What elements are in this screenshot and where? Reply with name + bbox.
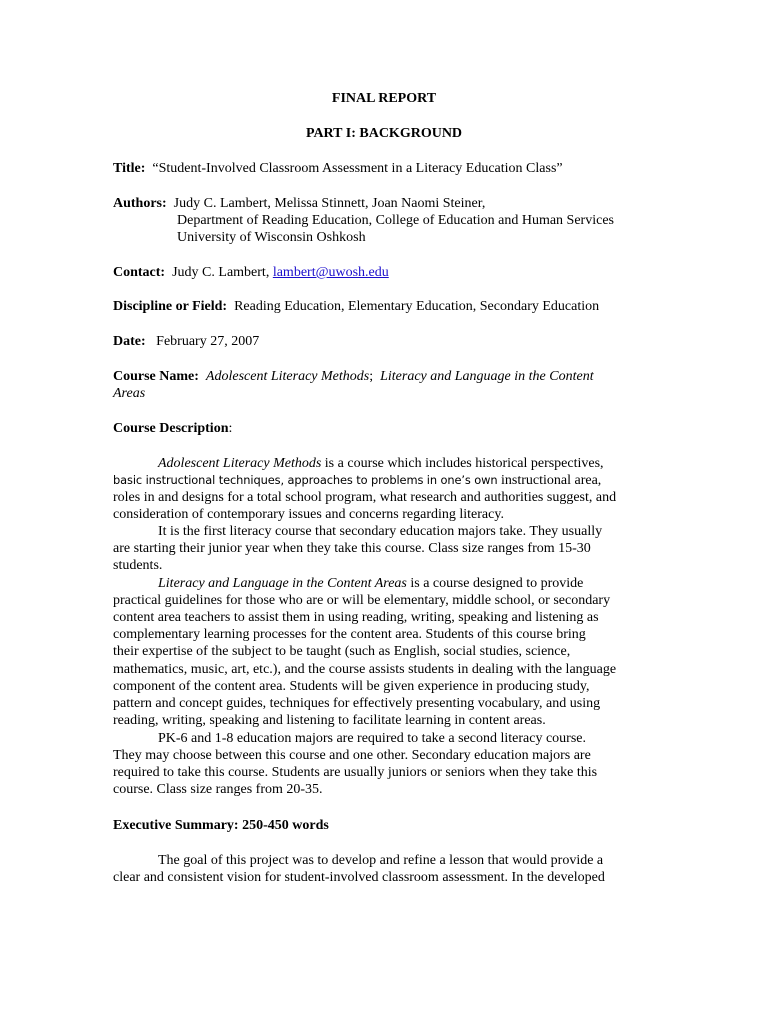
title-line: [113, 160, 563, 177]
desc-p3-course: Literacy and Language in the Content Areas: [158, 576, 407, 591]
title-value: “Student-Involved Classroom Assessment in a Literacy Education Class”: [152, 161, 563, 176]
authors-names: Judy C. Lambert, Melissa Stinnett, Joan Naomi Steiner,: [173, 196, 486, 211]
desc-p1-text1: is a course which includes historical perspectives,: [321, 456, 604, 471]
course-name-line: [113, 368, 594, 385]
part-title: PART I: BACKGROUND: [305, 126, 463, 141]
desc-p3-text1: is a course designed to provide: [406, 576, 584, 591]
course-name-1: Adolescent Literacy Methods: [205, 369, 370, 384]
authors-line: [113, 195, 485, 212]
date-label: Date:: [113, 334, 146, 349]
discipline-label: Discipline or Field:: [113, 299, 228, 314]
desc-p1-line1: [158, 455, 604, 472]
contact-name: Judy C. Lambert,: [172, 265, 270, 280]
desc-p4-line1: PK-6 and 1-8 education majors are required to take a second literacy course.: [158, 731, 586, 746]
contact-label: Contact:: [113, 265, 166, 280]
exec-summary-line2: clear and consistent vision for student-involved classroom assessment. In the developed: [113, 870, 605, 885]
course-description-heading: [113, 420, 232, 437]
desc-p3-line8: pattern and concept guides, techniques for effectively presenting vocabulary, and using: [113, 696, 601, 711]
desc-p1-text2a: basic instructional techniques, approaches to problems in one’s own: [113, 473, 498, 487]
desc-p4-line3: required to take this course. Students are usually juniors or seniors when they take this: [113, 765, 598, 780]
desc-p2-line1: It is the first literacy course that secondary education majors take. They usually: [158, 524, 603, 539]
desc-p3-line9: reading, writing, speaking and listening to facilitate learning in content areas.: [113, 713, 546, 728]
exec-summary-line1: The goal of this project was to develop and refine a lesson that would provide a: [158, 853, 604, 868]
report-title: FINAL REPORT: [331, 91, 437, 106]
course-name-2-cont: Areas: [113, 386, 146, 401]
course-name-2: Literacy and Language in the Content: [380, 369, 594, 384]
desc-p3-line3: content area teachers to assist them in using reading, writing, speaking and listening as: [113, 610, 599, 625]
date-line: [113, 333, 259, 350]
desc-p4-line4: course. Class size ranges from 20-35.: [113, 782, 323, 797]
desc-p1-text2b: instructional area,: [497, 473, 602, 488]
contact-line: [113, 264, 389, 281]
desc-p3-line6: mathematics, music, art, etc.), and the course assists students in dealing with the language: [113, 662, 617, 677]
desc-p3-line7: component of the content area. Students will be given experience in producing study,: [113, 679, 590, 694]
contact-email-link[interactable]: lambert@uwosh.edu: [272, 265, 389, 280]
course-description-colon: :: [228, 421, 233, 436]
desc-p2-line2: are starting their junior year when they take this course. Class size ranges from 15-30: [113, 541, 591, 556]
executive-summary-heading: Executive Summary: 250-450 words: [113, 818, 329, 833]
desc-p1-course: Adolescent Literacy Methods: [158, 456, 322, 471]
course-name-separator: ;: [369, 369, 374, 384]
course-description-label: Course Description: [113, 421, 229, 436]
authors-department: Department of Reading Education, College of Education and Human Services: [177, 213, 614, 228]
desc-p3-line2: practical guidelines for those who are or will be elementary, middle school, or secondary: [113, 593, 611, 608]
desc-p3-line4: complementary learning processes for the content area. Students of this course bring: [113, 627, 586, 642]
discipline-value: Reading Education, Elementary Education, Secondary Education: [234, 299, 600, 314]
desc-p1-line2: [113, 472, 601, 489]
desc-p3-line1: [158, 575, 583, 592]
authors-university: University of Wisconsin Oshkosh: [177, 230, 366, 245]
discipline-line: [113, 298, 599, 315]
desc-p4-line2: They may choose between this course and one other. Secondary education majors are: [113, 748, 591, 763]
course-name-label: Course Name:: [113, 369, 199, 384]
desc-p2-line3: students.: [113, 558, 163, 573]
title-label: Title:: [113, 161, 146, 176]
authors-label: Authors:: [113, 196, 167, 211]
desc-p3-line5: their expertise of the subject to be taught (such as English, social studies, science,: [113, 644, 571, 659]
desc-p1-line3: roles in and designs for a total school program, what research and authorities suggest, and: [113, 490, 617, 505]
desc-p1-line4: consideration of contemporary issues and concerns regarding literacy.: [113, 507, 504, 522]
date-value: February 27, 2007: [156, 334, 260, 349]
